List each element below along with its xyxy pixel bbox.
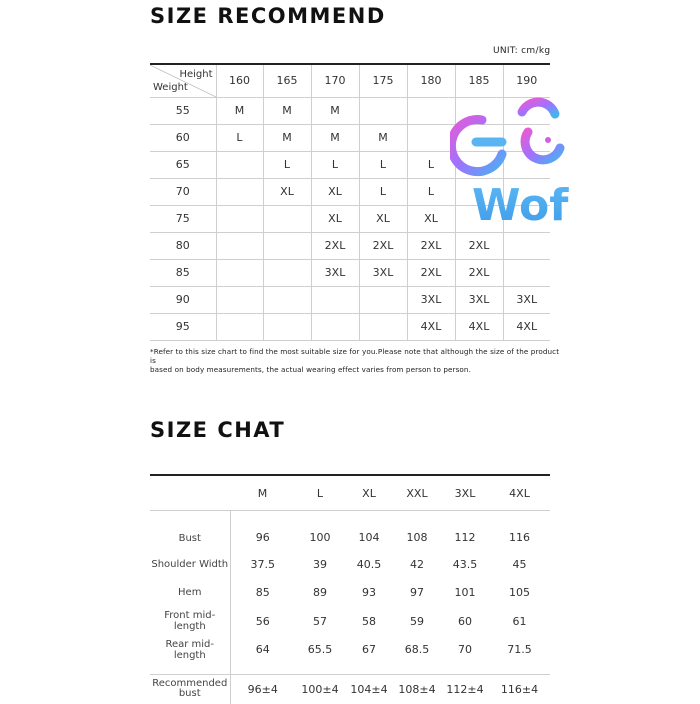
chart-spacer-cell	[489, 664, 550, 674]
chart-row	[150, 510, 550, 550]
size-cell	[359, 286, 407, 313]
size-cell: 3XL	[359, 259, 407, 286]
recommend-row	[150, 286, 550, 313]
size-cell: 2XL	[359, 232, 407, 259]
size-cell: M	[216, 97, 263, 124]
chart-spacer-cell	[150, 664, 230, 674]
chart-size-header: 4XL	[489, 478, 550, 510]
chart-value-cell: 65.5	[307, 643, 333, 657]
size-cell: 4XL	[455, 313, 503, 340]
size-cell	[311, 313, 359, 340]
size-cell: L	[407, 178, 455, 205]
corner-cell	[150, 64, 216, 97]
size-cell	[311, 286, 359, 313]
chart-size-header: XXL	[393, 478, 441, 510]
weight-cell: 60	[150, 124, 216, 151]
size-cell: 2XL	[311, 232, 359, 259]
weight-cell: 80	[150, 232, 216, 259]
size-cell: M	[359, 124, 407, 151]
chart-value-cell: 96	[230, 510, 295, 550]
size-note	[150, 347, 560, 374]
unit-label: UNIT: cm/kg	[493, 46, 551, 56]
chart-value-cell: 59	[410, 614, 424, 628]
size-cell: 3XL	[455, 286, 503, 313]
height-header-cell: 170	[311, 64, 359, 97]
size-cell	[263, 313, 311, 340]
weight-cell: 75	[150, 205, 216, 232]
chart-spacer-cell	[393, 664, 441, 674]
chart-spacer-cell	[345, 664, 393, 674]
size-note-line-2: based on body measurements, the actual wearing effect varies from person to person.	[150, 365, 471, 374]
chart-value-cell: 105	[509, 586, 530, 600]
recommend-row	[150, 259, 550, 286]
chart-row-label: Hem	[178, 587, 202, 599]
size-cell: 3XL	[503, 286, 550, 313]
size-cell	[216, 151, 263, 178]
size-cell: XL	[263, 178, 311, 205]
wof-logo-text: Wof	[472, 180, 569, 231]
size-cell	[359, 97, 407, 124]
recommended-bust-cell: 108±4	[393, 674, 441, 704]
size-cell: L	[311, 151, 359, 178]
size-cell	[359, 313, 407, 340]
chart-row	[150, 550, 550, 579]
chart-header-row	[150, 478, 550, 510]
chart-value-cell: 68.5	[404, 643, 430, 657]
chart-value-cell: 112	[454, 531, 476, 544]
chart-size-header: 3XL	[441, 478, 489, 510]
chart-value-cell: 70	[458, 643, 472, 657]
size-cell	[263, 259, 311, 286]
height-header-cell: 180	[407, 64, 455, 97]
chart-value-cell: 45	[512, 557, 527, 571]
size-cell	[503, 259, 550, 286]
recommended-bust-cell: 112±4	[441, 674, 489, 704]
size-cell: XL	[359, 205, 407, 232]
chart-value-cell: 56	[230, 607, 295, 636]
size-cell	[216, 286, 263, 313]
size-recommend-title: SIZE RECOMMEND	[150, 4, 386, 28]
recommended-bust-cell: 96±4	[230, 674, 295, 704]
size-cell	[216, 205, 263, 232]
chart-value-cell: 89	[313, 586, 327, 600]
height-header-cell: 160	[216, 64, 263, 97]
height-header-cell: 190	[503, 64, 550, 97]
weight-cell: 90	[150, 286, 216, 313]
recommended-bust-cell: 104±4	[345, 674, 393, 704]
chart-value-cell: 57	[313, 614, 327, 628]
size-cell: M	[263, 97, 311, 124]
size-cell: 2XL	[407, 232, 455, 259]
size-cell: XL	[311, 205, 359, 232]
recommended-bust-cell: 116±4	[489, 674, 550, 704]
chart-value-cell: 37.5	[230, 550, 295, 579]
size-cell: 4XL	[407, 313, 455, 340]
wof-logo	[450, 92, 580, 242]
recommend-row	[150, 313, 550, 340]
size-cell: 3XL	[407, 286, 455, 313]
size-cell	[216, 232, 263, 259]
chart-size-header: XL	[345, 478, 393, 510]
chart-value-cell: 42	[410, 557, 424, 571]
chart-row	[150, 607, 550, 636]
size-cell	[263, 205, 311, 232]
chart-row-label: Rear mid-length	[165, 638, 215, 661]
chart-top-rule	[150, 474, 550, 476]
size-cell: 3XL	[311, 259, 359, 286]
recommended-bust-cell: 100±4	[295, 674, 345, 704]
size-cell: M	[263, 124, 311, 151]
height-header-cell: 165	[263, 64, 311, 97]
size-cell: L	[359, 178, 407, 205]
chart-value-cell: 100	[309, 531, 331, 544]
size-cell: L	[407, 151, 455, 178]
chart-spacer-cell	[295, 664, 345, 674]
size-cell	[216, 178, 263, 205]
chart-size-header: L	[295, 478, 345, 510]
size-cell: XL	[311, 178, 359, 205]
size-cell: 2XL	[407, 259, 455, 286]
size-cell: M	[311, 97, 359, 124]
chart-value-cell: 85	[230, 579, 295, 608]
weight-cell: 55	[150, 97, 216, 124]
chart-row	[150, 579, 550, 608]
chart-value-cell: 104	[358, 531, 380, 544]
size-cell	[216, 259, 263, 286]
chart-value-cell: 93	[362, 586, 376, 600]
chart-row-label: Bust	[178, 533, 201, 544]
chart-value-cell: 58	[362, 614, 376, 628]
size-cell	[263, 232, 311, 259]
size-cell: 4XL	[503, 313, 550, 340]
corner-weight-label: Weight	[153, 81, 188, 93]
chart-value-cell: 60	[458, 614, 472, 628]
size-cell: L	[263, 151, 311, 178]
chart-row-label: Shoulder Width	[151, 558, 229, 570]
chart-size-header: M	[230, 478, 295, 510]
chart-value-cell: 108	[406, 531, 428, 544]
recommended-label-line-2: bust	[178, 688, 201, 700]
size-cell	[263, 286, 311, 313]
chart-value-cell: 43.5	[452, 557, 478, 571]
corner-height-label: Height	[179, 69, 213, 80]
chart-value-cell: 64	[230, 636, 295, 665]
chart-spacer-cell	[441, 664, 489, 674]
size-cell: M	[311, 124, 359, 151]
weight-cell: 65	[150, 151, 216, 178]
chart-value-cell: 67	[362, 643, 376, 657]
size-chart-title: SIZE CHAT	[150, 418, 286, 442]
weight-cell: 85	[150, 259, 216, 286]
weight-cell: 95	[150, 313, 216, 340]
size-cell	[216, 313, 263, 340]
weight-cell: 70	[150, 178, 216, 205]
size-cell	[407, 124, 455, 151]
recommended-label-line-1: Recommended	[152, 678, 228, 690]
wof-logo-mark	[450, 92, 580, 242]
chart-row	[150, 636, 550, 665]
chart-value-cell: 40.5	[356, 557, 382, 571]
height-header-cell: 175	[359, 64, 407, 97]
size-cell: 2XL	[455, 259, 503, 286]
chart-value-cell: 61	[512, 614, 527, 628]
chart-value-cell: 71.5	[507, 643, 532, 657]
chart-value-cell: 101	[454, 586, 476, 600]
chart-row-label: Front mid-length	[164, 610, 216, 633]
size-chart-table	[150, 478, 550, 704]
size-cell: L	[216, 124, 263, 151]
size-note-line-1: *Refer to this size chart to find the most suitable size for you.Please note that although the size of the product is	[150, 347, 560, 365]
height-header-cell: 185	[455, 64, 503, 97]
chart-value-cell: 116	[509, 531, 530, 544]
chart-corner-cell	[150, 478, 230, 510]
chart-spacer-cell	[230, 664, 295, 674]
chart-value-cell: 39	[313, 557, 327, 571]
size-cell: 2XL	[455, 232, 503, 259]
size-cell: XL	[407, 205, 455, 232]
size-cell: L	[359, 151, 407, 178]
size-cell	[407, 97, 455, 124]
chart-value-cell: 97	[410, 586, 424, 600]
chart-spacer-row	[150, 664, 550, 674]
